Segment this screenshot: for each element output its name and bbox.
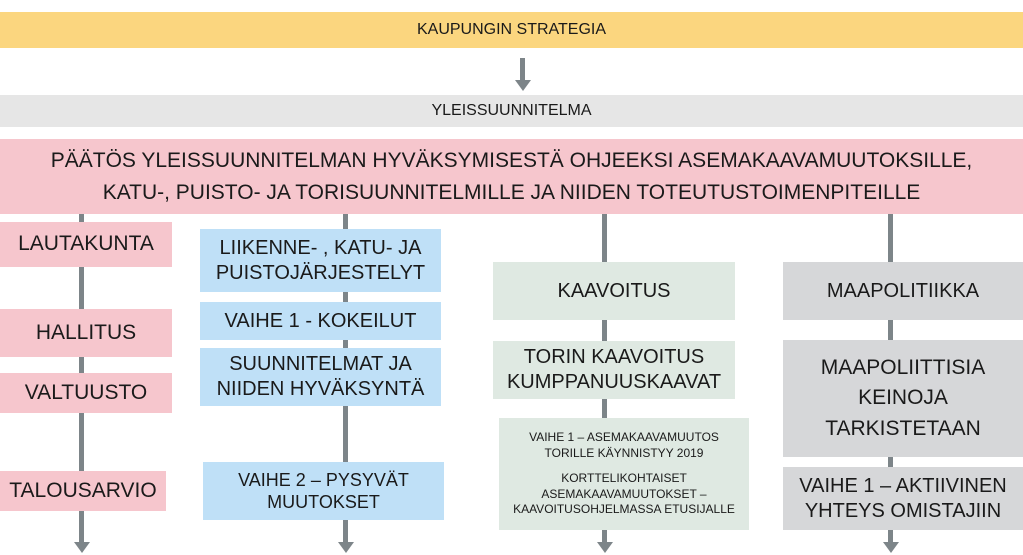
arrow-down-icon (338, 542, 354, 553)
box-vaihe1-kokeilut (200, 302, 441, 340)
talousarvio-label: TALOUSARVIO (9, 478, 157, 502)
suunnitelmat-line-1: SUUNNITELMAT JA (229, 353, 412, 375)
decision-line-1: PÄÄTÖS YLEISSUUNNITELMAN HYVÄKSYMISESTÄ OHJEEKSI ASEMAKAAVAMUUTOKSILLE, (50, 148, 973, 172)
vaihe2-line-2: MUUTOKSET (267, 492, 380, 512)
asemakaava-line-1: VAIHE 1 – ASEMAKAAVAMUUTOS (529, 430, 719, 445)
box-maapolitiikka (783, 262, 1023, 320)
asemakaava-line-4: ASEMAKAAVAMUUTOKSET – (541, 486, 707, 501)
hallitus-label: HALLITUS (35, 320, 137, 344)
box-kaavoitus (493, 262, 735, 320)
box-hallitus (0, 309, 172, 357)
decision-band (0, 139, 1023, 214)
kaavoitus-label: KAAVOITUS (557, 279, 671, 302)
box-talousarvio (0, 471, 166, 511)
torin-line-2: KUMPPANUUSKAAVAT (506, 371, 722, 393)
box-vaihe1-yhteys (783, 467, 1023, 530)
asemakaava-line-3: KORTTELIKOHTAISET (561, 471, 687, 486)
connector-strategy (520, 58, 525, 80)
master-plan-label: YLEISSUUNNITELMA (431, 102, 592, 119)
vaihe1-kokeilut-label: VAIHE 1 - KOKEILUT (224, 309, 417, 332)
box-keinoja (783, 340, 1023, 457)
keinoja-line-1: MAAPOLIITTISIA (820, 355, 986, 379)
box-valtuusto (0, 373, 172, 413)
asemakaava-line-2: TORILLE KÄYNNISTYY 2019 (544, 445, 704, 460)
keinoja-line-3: TARKISTETAAN (825, 416, 981, 440)
suunnitelmat-line-2: NIIDEN HYVÄKSYNTÄ (216, 378, 425, 400)
box-liikenne (200, 229, 441, 292)
master-plan-band (0, 95, 1023, 127)
yhteys-line-1: VAIHE 1 – AKTIIVINEN (799, 474, 1007, 497)
arrow-down-icon (597, 542, 613, 553)
box-vaihe2 (203, 462, 444, 520)
box-torin-kaavoitus (493, 341, 735, 399)
torin-line-1: TORIN KAAVOITUS (523, 346, 705, 368)
yhteys-line-2: YHTEYS OMISTAJIIN (804, 499, 1002, 522)
box-suunnitelmat (200, 348, 441, 406)
arrow-down-icon (515, 80, 531, 91)
liikenne-line-1: LIIKENNE- , KATU- JA (219, 236, 422, 259)
vaihe2-line-1: VAIHE 2 – PYSYVÄT (238, 469, 409, 490)
decision-line-2: KATU-, PUISTO- JA TORISUUNNITELMILLE JA NIIDEN TOTEUTUSTOIMENPITEILLE (102, 180, 921, 204)
lautakunta-label: LAUTAKUNTA (18, 232, 154, 256)
box-lautakunta (0, 222, 172, 267)
box-vaihe1-asemakaava (499, 418, 749, 530)
asemakaava-line-5: KAAVOITUSOHJELMASSA ETUSIJALLE (513, 502, 735, 517)
strategy-label: KAUPUNGIN STRATEGIA (416, 21, 607, 38)
maapolitiikka-label: MAAPOLITIIKKA (826, 279, 980, 302)
strategy-band (0, 12, 1023, 48)
arrow-down-icon (74, 542, 90, 553)
valtuusto-label: VALTUUSTO (24, 380, 148, 404)
keinoja-line-2: KEINOJA (858, 386, 948, 410)
liikenne-line-2: PUISTOJÄRJESTELYT (215, 261, 426, 284)
arrow-down-icon (883, 542, 899, 553)
